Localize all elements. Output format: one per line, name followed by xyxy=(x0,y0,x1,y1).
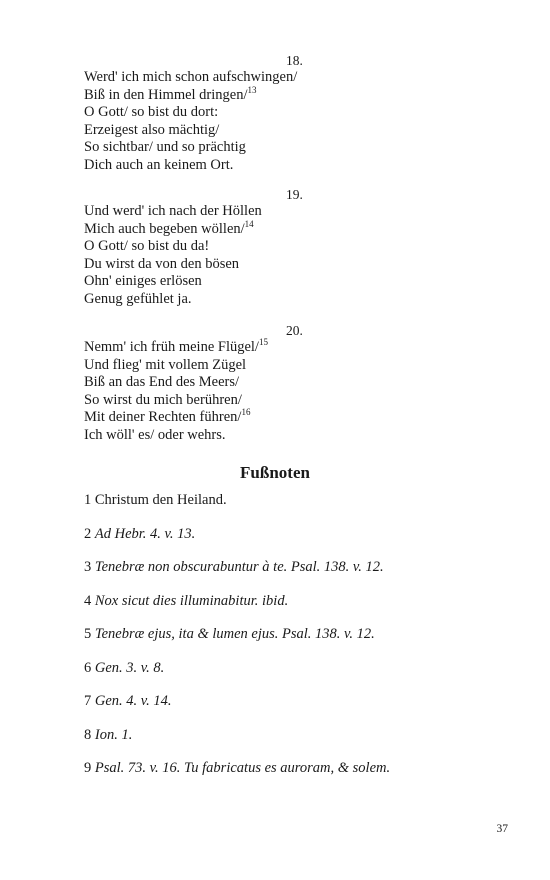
verse-line: Ohn' einiges erlösen xyxy=(84,273,202,290)
footnote-5: 5 Tenebræ ejus, ita & lumen ejus. Psal. 138. v. 12. xyxy=(84,626,375,642)
footnote-text: Ion. 1. xyxy=(94,726,133,743)
footnote-text: Nox sicut dies illuminabitur. ibid. xyxy=(94,592,289,609)
verse-line: Mit deiner Rechten führen/$^{16}$ xyxy=(84,407,251,426)
footnote-text: Tenebræ non obscurabuntur à te. Psal. 138. v. 12. xyxy=(94,559,384,575)
verse-line: Genug gefühlet ja. xyxy=(84,290,192,307)
footnote-1: 1 Christum den Heiland. xyxy=(84,492,227,508)
footnotes-heading: Fußnoten xyxy=(240,463,310,482)
footnote-text: Christum den Heiland. xyxy=(94,492,227,508)
footnote-ref[interactable]: 14 xyxy=(244,218,254,229)
footnotes-list xyxy=(84,491,504,793)
verse-line: Dich auch an keinem Ort. xyxy=(84,156,234,173)
verse-line: Biß an das End des Meers/ xyxy=(84,374,240,391)
verse-line: Und werd' ich nach der Höllen xyxy=(84,203,262,219)
footnote-text: Ad Hebr. 4. v. 13. xyxy=(94,525,196,542)
footnote-4: 4 Nox sicut dies illuminabitur. ibid. xyxy=(84,592,289,609)
footnote-3: 3 Tenebræ non obscurabuntur à te. Psal. 138. v. 12. xyxy=(84,559,384,575)
stanza-number: 19. xyxy=(286,187,303,202)
verse-line: Ich wöll' es/ oder wehrs. xyxy=(84,426,226,443)
footnote-8: 8 Ion. 1. xyxy=(84,726,133,743)
verse-line: Werd' ich mich schon aufschwingen/ xyxy=(84,69,298,85)
verse-line: So wirst du mich berühren/ xyxy=(84,391,242,408)
page-number: 37 xyxy=(496,823,508,835)
footnote-2: 2 Ad Hebr. 4. v. 13. xyxy=(84,525,196,542)
verse-line: So sichtbar/ und so prächtig xyxy=(84,139,246,156)
footnote-6: 6 Gen. 3. v. 8. xyxy=(84,659,165,676)
footnote-text: Tenebræ ejus, ita & lumen ejus. Psal. 138. v. 12. xyxy=(94,626,375,642)
stanza-number: 18. xyxy=(286,53,303,68)
verse-line: Und flieg' mit vollem Zügel xyxy=(84,356,247,373)
stanza-19 xyxy=(84,186,404,309)
stanza-number: 20. xyxy=(286,323,303,338)
verse-line: Biß in den Himmel dringen/$^{13}$ xyxy=(84,84,257,103)
footnote-text: Psal. 73. v. 16. Tu fabricatus es auroram, & solem. xyxy=(94,760,391,776)
footnote-text: Gen. 3. v. 8. xyxy=(94,659,165,676)
verse-line: Erzeigest also mächtig/ xyxy=(84,121,220,138)
footnote-ref[interactable]: 15 xyxy=(258,337,268,347)
verse-line: Du wirst da von den bösen xyxy=(84,255,240,272)
footnote-ref[interactable]: 13 xyxy=(247,84,257,95)
stanza-20 xyxy=(84,322,404,445)
verse-line: Mich auch begeben wöllen/$^{14}$ xyxy=(84,218,254,237)
footnote-9: 9 Psal. 73. v. 16. Tu fabricatus es auroram, & solem. xyxy=(84,760,391,776)
verse-line: Nemm' ich früh meine Flügel/$^{15}$ xyxy=(84,337,268,355)
footnote-text: Gen. 4. v. 14. xyxy=(94,693,172,709)
verse-line: O Gott/ so bist du dort: xyxy=(84,104,219,121)
stanza-18 xyxy=(84,52,404,175)
footnote-7: 7 Gen. 4. v. 14. xyxy=(84,693,172,709)
verse-line: O Gott/ so bist du da! xyxy=(84,238,210,255)
footnote-ref[interactable]: 16 xyxy=(241,407,251,418)
